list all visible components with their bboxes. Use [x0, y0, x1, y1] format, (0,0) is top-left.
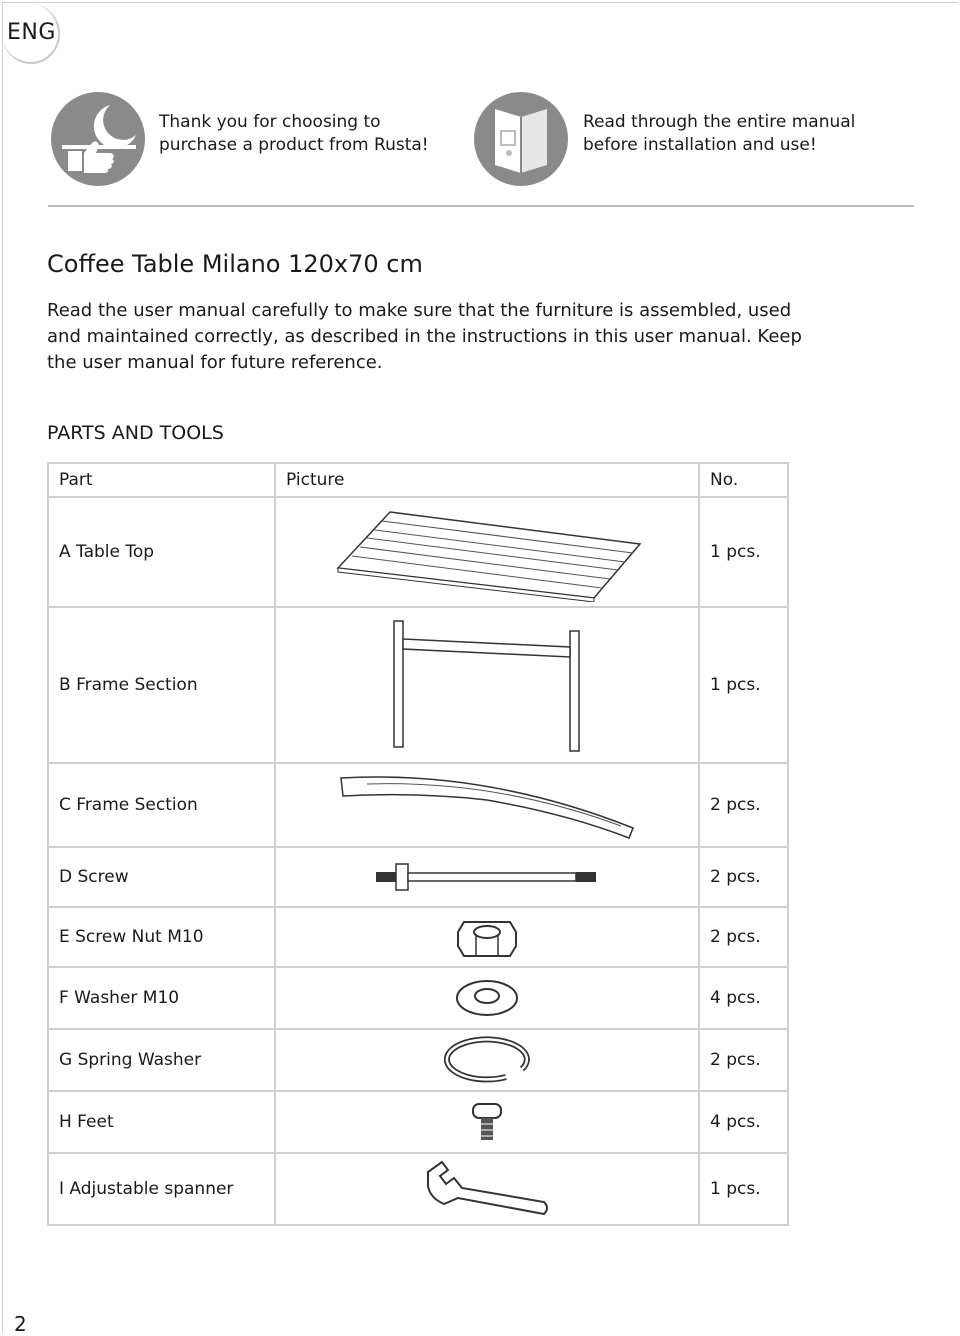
part-name: I Adjustable spanner — [48, 1153, 275, 1225]
part-qty: 2 pcs. — [699, 847, 788, 907]
intro-line-2: and maintained correctly, as described in the instructions in this user manual. Keep — [47, 326, 802, 347]
part-picture — [275, 967, 699, 1029]
frame-section-c-icon — [337, 770, 637, 840]
part-name: D Screw — [48, 847, 275, 907]
hex-nut-icon — [454, 914, 520, 960]
part-qty: 2 pcs. — [699, 1029, 788, 1091]
part-qty: 1 pcs. — [699, 607, 788, 763]
spring-washer-icon — [444, 1035, 530, 1085]
thank-you-line-1: Thank you for choosing to — [159, 112, 381, 132]
table-row — [48, 967, 788, 1029]
header-divider — [48, 205, 914, 207]
table-row — [48, 907, 788, 967]
intro-line-1: Read the user manual carefully to make sure that the furniture is assembled, used — [47, 300, 792, 321]
part-picture — [275, 847, 699, 907]
washer-icon — [454, 976, 520, 1020]
intro-paragraph — [47, 298, 847, 376]
intro-line-3: the user manual for future reference. — [47, 352, 383, 373]
table-row — [48, 1091, 788, 1153]
part-name: E Screw Nut M10 — [48, 907, 275, 967]
language-label: ENG — [7, 20, 56, 45]
table-row — [48, 763, 788, 847]
part-name: C Frame Section — [48, 763, 275, 847]
header-picture: Picture — [275, 463, 699, 497]
part-qty: 4 pcs. — [699, 1091, 788, 1153]
part-picture — [275, 1029, 699, 1091]
part-name: F Washer M10 — [48, 967, 275, 1029]
table-row — [48, 497, 788, 607]
header-no: No. — [699, 463, 788, 497]
parts-table — [47, 462, 789, 1226]
part-qty: 2 pcs. — [699, 763, 788, 847]
table-row — [48, 847, 788, 907]
table-row — [48, 1153, 788, 1225]
table-row — [48, 607, 788, 763]
part-qty: 2 pcs. — [699, 907, 788, 967]
part-name: H Feet — [48, 1091, 275, 1153]
foot-icon — [467, 1100, 507, 1144]
thumbs-up-moon-icon — [50, 91, 146, 187]
manual-book-icon — [473, 91, 569, 187]
part-picture — [275, 907, 699, 967]
read-manual-note — [583, 111, 855, 157]
table-header-row — [48, 463, 788, 497]
part-picture — [275, 763, 699, 847]
table-top-icon — [332, 502, 642, 602]
part-name: G Spring Washer — [48, 1029, 275, 1091]
parts-section-title: PARTS AND TOOLS — [47, 422, 224, 444]
spanner-icon — [422, 1158, 552, 1220]
part-picture — [275, 1091, 699, 1153]
part-qty: 1 pcs. — [699, 497, 788, 607]
thank-you-line-2: purchase a product from Rusta! — [159, 135, 429, 155]
part-name: B Frame Section — [48, 607, 275, 763]
screw-icon — [372, 860, 602, 894]
read-manual-line-1: Read through the entire manual — [583, 112, 856, 132]
read-manual-line-2: before installation and use! — [583, 135, 817, 155]
part-picture — [275, 497, 699, 607]
part-qty: 1 pcs. — [699, 1153, 788, 1225]
document-title: Coffee Table Milano 120x70 cm — [47, 250, 423, 278]
header-part: Part — [48, 463, 275, 497]
part-picture — [275, 607, 699, 763]
thank-you-note — [159, 111, 429, 157]
page-number: 2 — [14, 1312, 27, 1336]
part-picture — [275, 1153, 699, 1225]
table-row — [48, 1029, 788, 1091]
part-qty: 4 pcs. — [699, 967, 788, 1029]
part-name: A Table Top — [48, 497, 275, 607]
frame-section-b-icon — [382, 615, 592, 755]
